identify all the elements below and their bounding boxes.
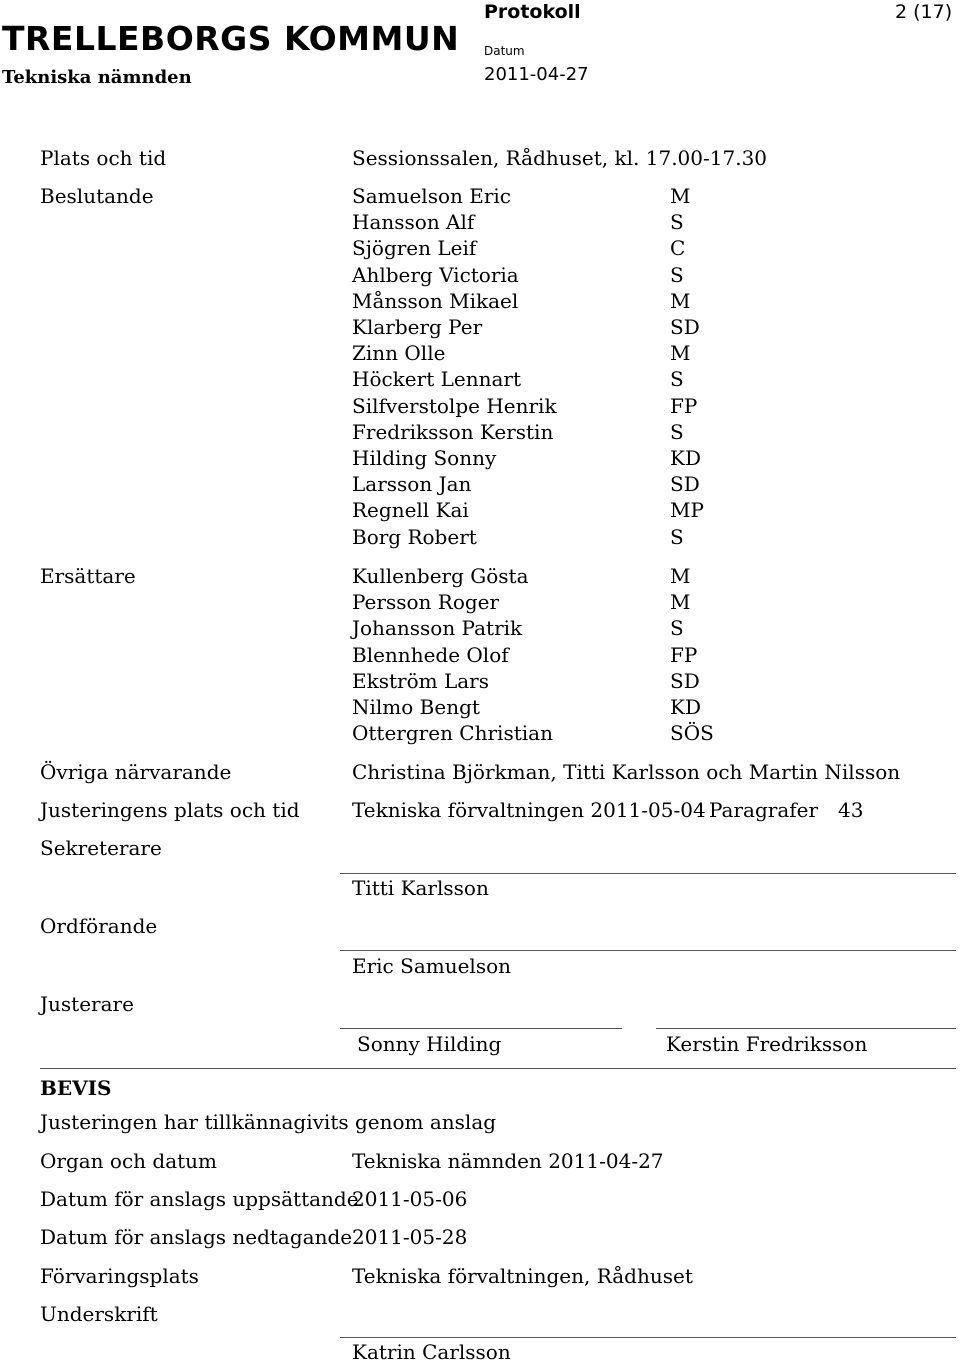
document-type: Protokoll [484, 1, 581, 23]
member-name: Sjögren Leif [352, 236, 477, 261]
organ-label: Organ och datum [40, 1149, 218, 1173]
chair-name: Eric Samuelson [352, 954, 512, 978]
member-name: Borg Robert [352, 524, 477, 549]
deciding-label: Beslutande [40, 184, 154, 208]
member-name: Zinn Olle [352, 341, 446, 366]
section-divider [40, 1068, 956, 1069]
organization-name: TRELLEBORGS KOMMUN [2, 19, 460, 58]
substitutes-label: Ersättare [40, 564, 136, 588]
member-name: Hilding Sonny [352, 446, 497, 470]
adjustment-label: Justeringens plats och tid [40, 798, 300, 822]
member-name: Persson Roger [352, 590, 500, 615]
member-party: S [670, 524, 684, 549]
paragraphs-value: 43 [838, 798, 864, 822]
proof-statement: Justeringen har tillkännagivits genom anslag [40, 1110, 497, 1134]
member-party: SD [670, 668, 700, 693]
adjuster2-name: Kerstin Fredriksson [666, 1032, 868, 1056]
member-name: Ahlberg Victoria [352, 262, 519, 287]
member-party: M [670, 590, 691, 615]
removed-label: Datum för anslags nedtagande [40, 1225, 353, 1249]
document-date: 2011-04-27 [484, 64, 589, 85]
page-number: 2 (17) [895, 1, 953, 23]
member-name: Klarberg Per [352, 315, 483, 339]
place-label: Plats och tid [40, 146, 167, 170]
adjuster1-signature-line [340, 1028, 622, 1029]
member-party: FP [670, 642, 698, 667]
member-party: M [670, 288, 691, 313]
member-name: Silfverstolpe Henrik [352, 393, 557, 418]
member-name: Johansson Patrik [352, 616, 523, 641]
organ-value: Tekniska nämnden 2011-04-27 [352, 1149, 664, 1173]
chair-label: Ordförande [40, 914, 158, 938]
member-party: M [670, 184, 691, 208]
secretary-label: Sekreterare [40, 836, 162, 860]
others-value: Christina Björkman, Titti Karlsson och Martin Nilsson [352, 760, 901, 784]
member-name: Nilmo Bengt [352, 695, 480, 719]
adjuster2-signature-line [656, 1028, 956, 1029]
member-party: SD [670, 472, 700, 497]
member-name: Ekström Lars [352, 668, 489, 693]
member-name: Larsson Jan [352, 472, 472, 497]
member-party: S [670, 210, 684, 235]
adjuster1-name: Sonny Hilding [357, 1032, 502, 1056]
member-party: KD [670, 695, 701, 719]
member-name: Månsson Mikael [352, 288, 519, 313]
removed-value: 2011-05-28 [352, 1225, 468, 1249]
chair-signature-line [340, 950, 956, 951]
committee-name: Tekniska nämnden [2, 67, 192, 88]
place-value: Sessionssalen, Rådhuset, kl. 17.00-17.30 [352, 146, 768, 170]
proof-signature-name: Katrin Carlsson [352, 1340, 511, 1364]
member-party: S [670, 262, 684, 287]
member-party: MP [670, 498, 704, 523]
member-party: M [670, 564, 691, 588]
date-label: Datum [484, 44, 525, 58]
member-name: Höckert Lennart [352, 367, 521, 392]
member-party: FP [670, 393, 698, 418]
member-name: Blennhede Olof [352, 642, 509, 667]
member-name: Fredriksson Kerstin [352, 419, 554, 444]
paragraphs-label: Paragrafer [709, 798, 819, 822]
member-party: KD [670, 446, 701, 470]
proof-title: BEVIS [40, 1076, 112, 1100]
secretary-signature-line [340, 873, 956, 874]
member-party: S [670, 367, 684, 392]
member-party: M [670, 341, 691, 366]
secretary-name: Titti Karlsson [352, 876, 489, 900]
adjustment-value: Tekniska förvaltningen 2011-05-04 [352, 798, 706, 822]
member-name: Kullenberg Gösta [352, 564, 529, 588]
member-name: Ottergren Christian [352, 721, 553, 746]
member-party: SÖS [670, 721, 714, 746]
others-label: Övriga närvarande [40, 760, 232, 784]
adjusters-label: Justerare [40, 992, 134, 1016]
member-party: SD [670, 315, 700, 339]
member-party: S [670, 419, 684, 444]
member-party: S [670, 616, 684, 641]
proof-signature-line [340, 1337, 956, 1338]
member-party: C [670, 236, 686, 261]
member-name: Samuelson Eric [352, 184, 512, 208]
storage-label: Förvaringsplats [40, 1264, 199, 1288]
member-name: Hansson Alf [352, 210, 475, 235]
signature-label: Underskrift [40, 1302, 158, 1326]
posted-label: Datum för anslags uppsättande [40, 1187, 359, 1211]
posted-value: 2011-05-06 [352, 1187, 468, 1211]
member-name: Regnell Kai [352, 498, 469, 523]
storage-value: Tekniska förvaltningen, Rådhuset [352, 1264, 693, 1288]
